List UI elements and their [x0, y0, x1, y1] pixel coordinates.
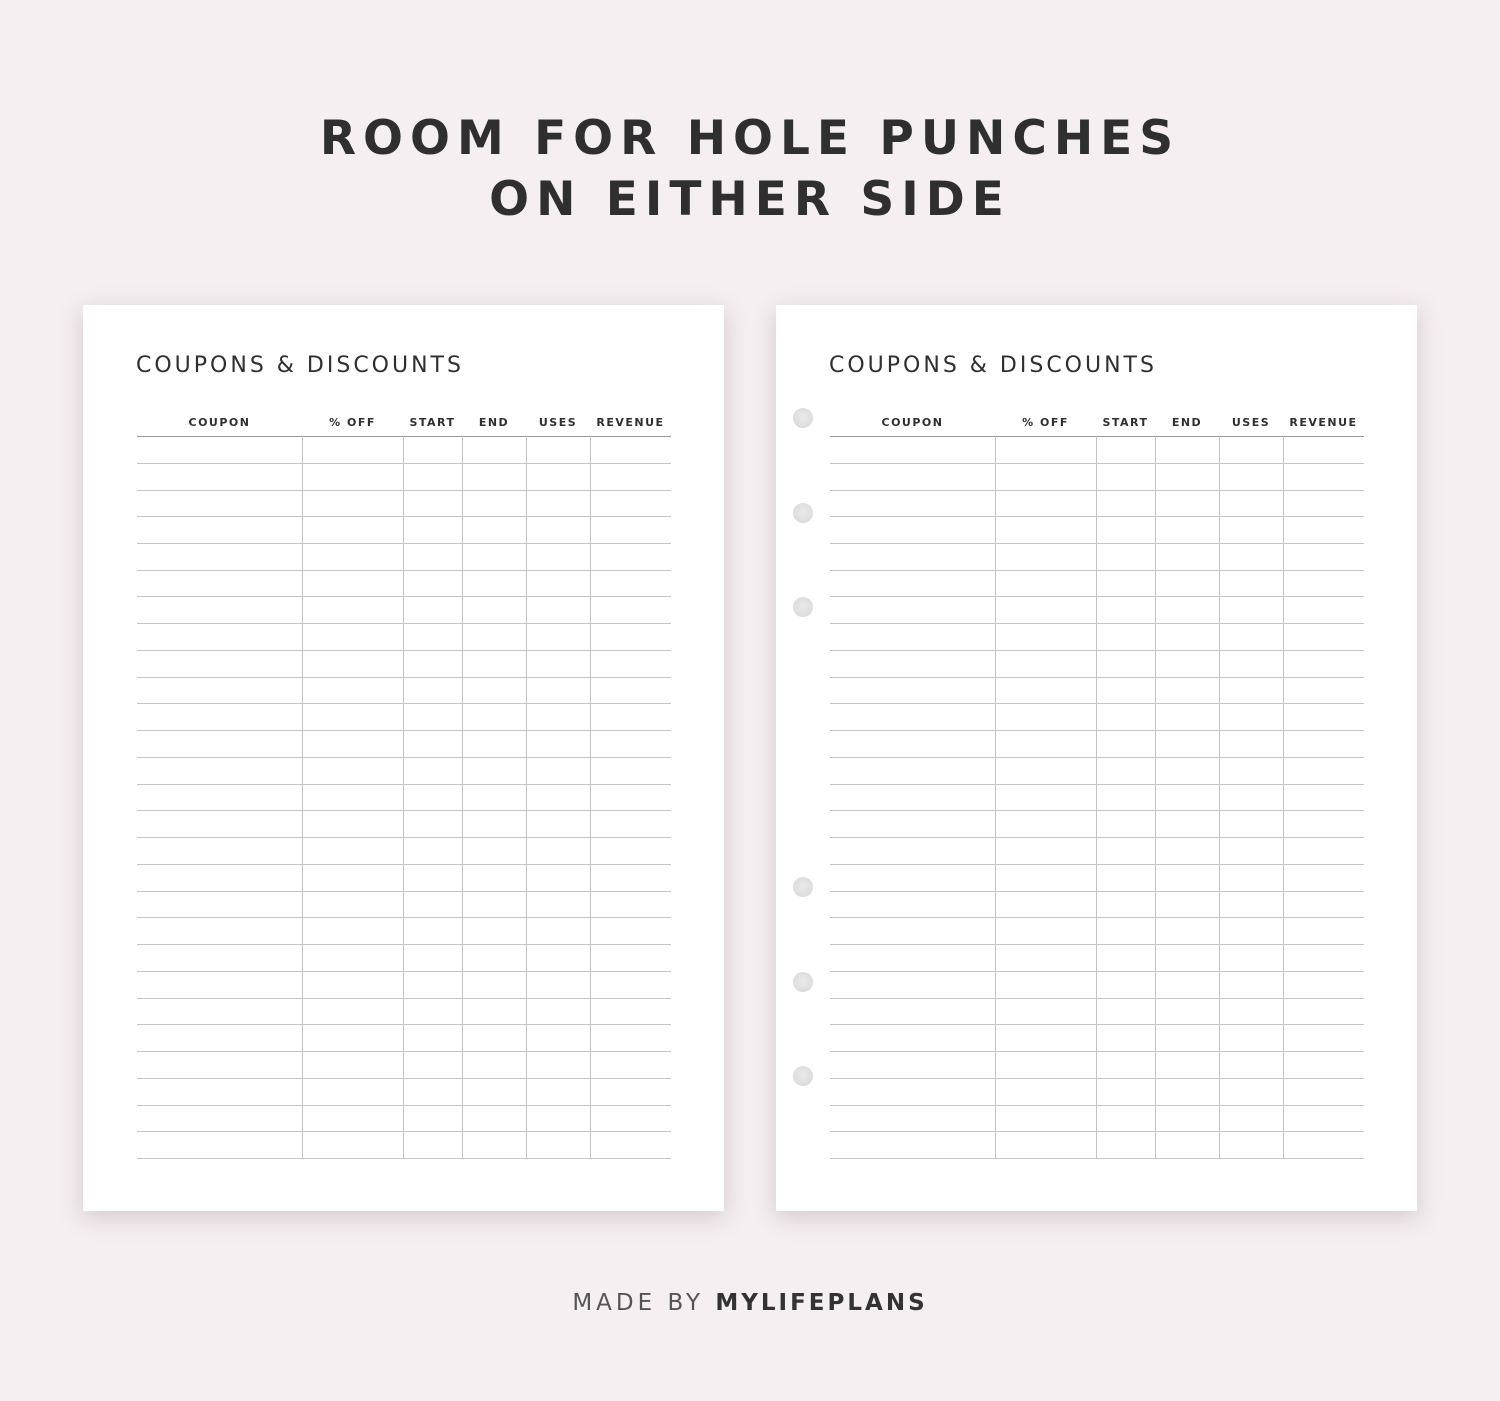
column-header-end: END — [1171, 416, 1203, 429]
planner-page-right — [776, 305, 1417, 1211]
hole-punch-marker — [793, 1066, 813, 1086]
footer-prefix: MADE BY — [572, 1290, 716, 1316]
column-header-start: START — [409, 416, 456, 429]
footer-brand: MYLIFEPLANS — [715, 1290, 928, 1316]
column-divider — [590, 436, 591, 1158]
column-divider — [995, 436, 996, 1158]
row-rule — [830, 1158, 1364, 1159]
footer-credit — [0, 1290, 1500, 1316]
hole-punch-marker — [793, 597, 813, 617]
headline-line-1: ROOM FOR HOLE PUNCHES — [319, 111, 1181, 166]
headline — [0, 108, 1500, 230]
column-header-revenue: REVENUE — [596, 416, 665, 429]
row-rule — [137, 1158, 671, 1159]
column-header-percent-off: % OFF — [329, 416, 376, 429]
hole-punch-marker — [793, 503, 813, 523]
hole-punch-marker — [793, 408, 813, 428]
column-divider — [1283, 436, 1284, 1158]
column-header-coupon: COUPON — [881, 416, 944, 429]
page-title: COUPONS & DISCOUNTS — [136, 353, 464, 378]
page-title: COUPONS & DISCOUNTS — [829, 353, 1157, 378]
coupon-table — [830, 408, 1364, 1158]
headline-line-2: ON EITHER SIDE — [489, 172, 1011, 227]
coupon-table — [137, 408, 671, 1158]
hole-punch-marker — [793, 972, 813, 992]
column-divider — [526, 436, 527, 1158]
column-header-start: START — [1102, 416, 1149, 429]
column-header-revenue: REVENUE — [1289, 416, 1358, 429]
column-header-uses: USES — [538, 416, 578, 429]
column-divider — [1219, 436, 1220, 1158]
column-divider — [1155, 436, 1156, 1158]
column-divider — [302, 436, 303, 1158]
column-divider — [1096, 436, 1097, 1158]
column-header-percent-off: % OFF — [1022, 416, 1069, 429]
column-header-uses: USES — [1231, 416, 1271, 429]
hole-punch-marker — [793, 877, 813, 897]
column-divider — [403, 436, 404, 1158]
column-divider — [462, 436, 463, 1158]
column-header-coupon: COUPON — [188, 416, 251, 429]
planner-page-left — [83, 305, 724, 1211]
column-header-end: END — [478, 416, 510, 429]
